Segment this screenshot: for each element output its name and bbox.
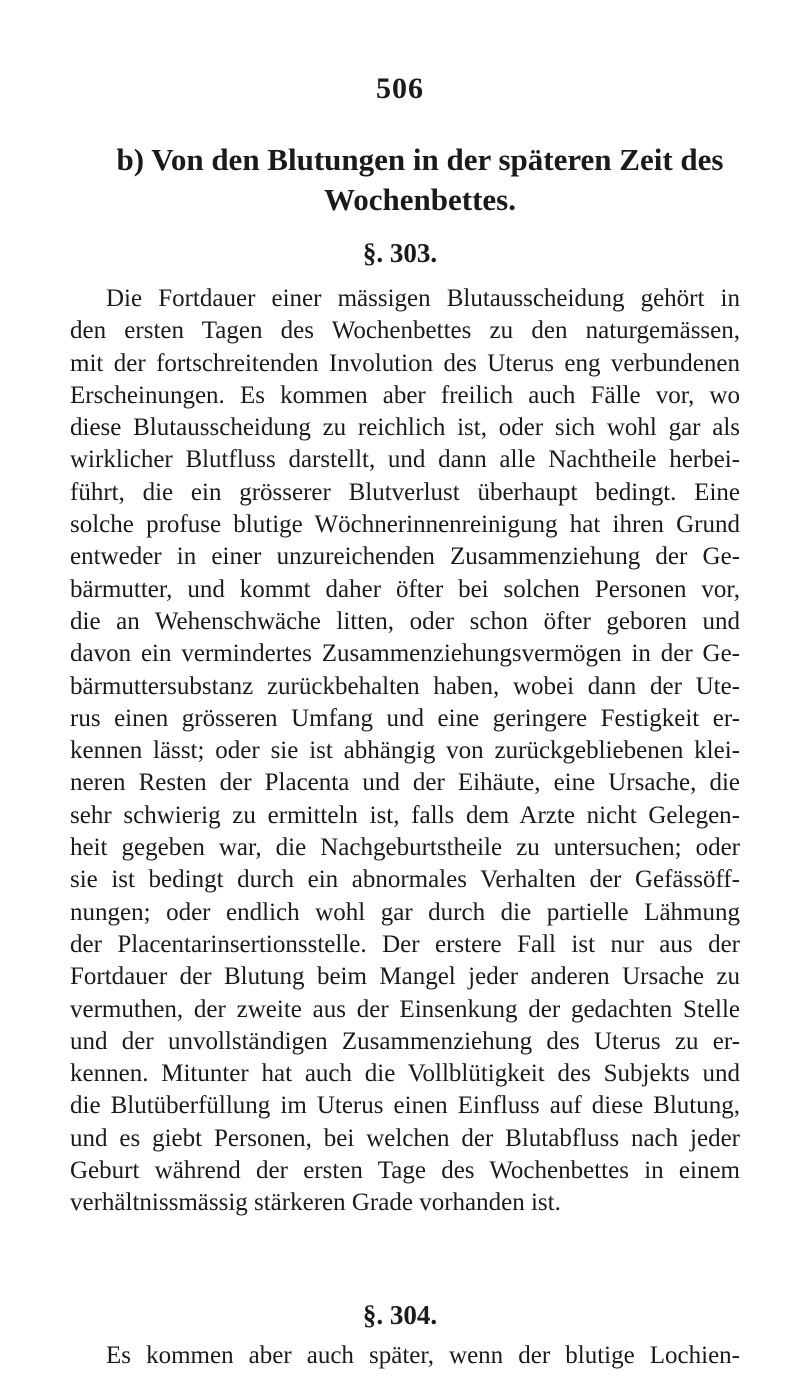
text-line: solche profuse blutige Wöchnerinnenreinigung hat ihren Grund [70, 511, 740, 539]
text-line: Fortdauer der Blutung beim Mangel jeder anderen Ursache zu [70, 963, 740, 991]
paragraph-number-303: §. 303. [362, 238, 438, 268]
text-line: verhältnissmässig stärkeren Grade vorhanden ist. [70, 1189, 561, 1217]
text-line: bärmuttersubstanz zurückbehalten haben, wobei dann der Ute- [70, 672, 740, 700]
section-heading [110, 140, 730, 220]
text-line: heit gegeben war, die Nachgeburtstheile zu untersuchen; oder [70, 834, 740, 862]
text-line: der Placentarinsertionsstelle. Der erstere Fall ist nur aus der [70, 930, 740, 958]
text-line: entweder in einer unzureichenden Zusammenziehung der Ge- [70, 543, 740, 571]
text-line: rus einen grösseren Umfang und eine geringere Festigkeit er- [70, 704, 740, 732]
text-line: bärmutter, und kommt daher öfter bei solchen Personen vor, [70, 575, 740, 603]
text-line: mit der fortschreitenden Involution des Uterus eng verbundenen [70, 349, 740, 377]
text-line: die an Wehenschwäche litten, oder schon öfter geboren und [70, 607, 740, 635]
text-line: nungen; oder endlich wohl gar durch die partielle Lähmung [70, 898, 740, 926]
text-line: und der unvollständigen Zusammenziehung des Uterus zu er- [70, 1027, 740, 1055]
text-line: sie ist bedingt durch ein abnormales Verhalten der Gefässöff- [70, 866, 740, 894]
page-number: 506 [376, 72, 424, 105]
text-line: den ersten Tagen des Wochenbettes zu den naturgemässen, [70, 317, 740, 345]
text-line: davon ein vermindertes Zusammenziehungsvermögen in der Ge- [70, 640, 740, 668]
text-line: Die Fortdauer einer mässigen Blutausscheidung gehört in [106, 285, 740, 312]
paragraph-304-first-line: Es kommen aber auch später, wenn der blutige Lochien- [106, 1342, 740, 1369]
text-line: kennen. Mitunter hat auch die Vollblütigkeit des Subjekts und [70, 1060, 740, 1088]
text-line: Geburt während der ersten Tage des Wochenbettes in einem [70, 1157, 740, 1185]
paragraph-number-304: §. 304. [362, 1300, 438, 1330]
text-line: vermuthen, der zweite aus der Einsenkung der gedachten Stelle [70, 995, 740, 1023]
text-line: neren Resten der Placenta und der Eihäute, eine Ursache, die [70, 769, 740, 797]
section-heading-line-1: b) Von den Blutungen in der späteren Zeit des [116, 142, 724, 177]
text-line: sehr schwierig zu ermitteln ist, falls dem Arzte nicht Gelegen- [70, 801, 740, 829]
section-heading-line-2: Wochenbettes. [323, 182, 516, 217]
text-line: kennen lässt; oder sie ist abhängig von zurückgebliebenen klei- [70, 737, 740, 765]
text-line: die Blutüberfüllung im Uterus einen Einfluss auf diese Blutung, [70, 1092, 740, 1120]
text-line: und es giebt Personen, bei welchen der Blutabfluss nach jeder [70, 1124, 740, 1152]
text-line: diese Blutausscheidung zu reichlich ist, oder sich wohl gar als [70, 414, 740, 442]
text-line: wirklicher Blutfluss darstellt, und dann alle Nachtheile herbei- [70, 446, 740, 474]
paragraph-303-body [70, 283, 740, 1220]
text-line: führt, die ein grösserer Blutverlust überhaupt bedingt. Eine [70, 478, 740, 506]
text-line: Erscheinungen. Es kommen aber freilich auch Fälle vor, wo [70, 381, 740, 409]
